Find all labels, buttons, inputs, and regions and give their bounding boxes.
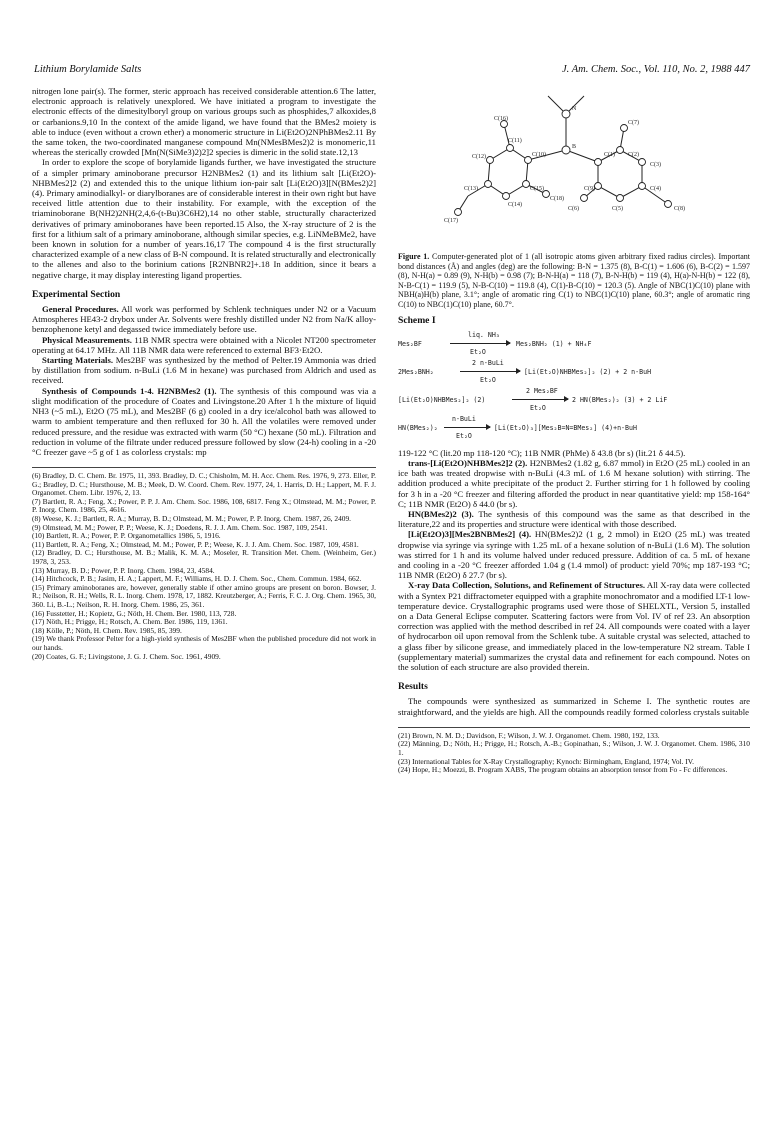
intro-paragraph: nitrogen lone pair(s). The former, steric approach has received considerable attention.6 The latter, electronic approach is relatively unexplored. We have initiated a program to investigate the electronic effects of the dimesitylboryl group on various groups such as phosphides,7 alkoxides,8 or carbanions.9,10 In the context of the amide ligand, we have found that the BMes2 moiety is able to induce (even without a crown ether) a monomeric structure in Li(Et2O)2NPhBMes2.11 By the same token, the two-coordinated manganese compound Mn(NMesBMes2)2 is monomeric,11 whereas the sterically crowded [Mn(N(SiMe3)2)2]2 species is dimeric in the solid state.12,13 — [32, 86, 376, 158]
atom-label: C(13) — [464, 186, 478, 192]
footnote: (6) Bradley, D. C. Chem. Br. 1975, 11, 393. Bradley, D. C.; Chisholm, M. H. Acc. Chem. Res. 1976, 9, 273. Eller, P. G.; Bradley, D. C.; Hursthouse, M. B.; Meek, D. W. Coord. Chem. Rev. 1977, 24, 1. Harris, D. H.; Lappert, M. F. J. Organomet. Chem. Libr. 1976, 2, 13. — [32, 471, 376, 498]
figure-caption-text: Computer-generated plot of 1 (all isotropic atoms given arbitrary fixed radius circles). Important bond distances (Å) and angles (deg) are the following: B-N = 1.375 (8), B-C(1) = 1.606 (6), B-C(2) = 1.597 (8), N-H(a) = 0.89 (9), N-H(b) = 0.98 (7); B-N-H(a) = 118 (7), B-N-H(b) = 119 (4), H(a)-N-H(b) = 122 (8), N-B-C(1) = 119.9 (5), N-B-C(10) = 119.8 (4), C(1)-B-C(10) = 120.3 (5). Angle of NBC(1)C(10) plane with NBH(a)H(b) plane, 3.1°; angle of aromatic ring C(1) to NBC(1)C(10) plane, 60.3°; angle of aromatic ring C(10) to NBC(1)C(10) plane, 60.7°. — [398, 252, 750, 309]
subhead: General Procedures. — [42, 304, 119, 315]
reagent: 2 n-BuLi — [472, 358, 504, 367]
products: [Li(Et₂O)NHBMes₂]₂ (2) + 2 n-BuH — [524, 367, 652, 376]
products: [Li(Et₂O)₃][Mes₂B=N=BMes₂] (4)+n-BuH — [494, 423, 637, 432]
atom-label: C(18) — [550, 196, 564, 202]
aromatic-ring — [488, 148, 528, 196]
bond — [566, 150, 598, 162]
atom — [595, 159, 602, 166]
reaction-arrow — [444, 427, 490, 428]
scheme-reaction — [398, 330, 750, 358]
atom — [485, 181, 492, 188]
atom — [503, 193, 510, 200]
intro-paragraph: In order to explore the scope of borylamide ligands further, we have investigated the structure of a simpler primary aminoborane precursor H2NBMes2 (1) and its lithium salt [Li(Et2O)-NHBMes2]2 (2) and extended this to the unique lithium ion-pair salt [Li(Et2O)3][N(BMes2)2] (4). Primary aminodialkyl- or diarylboranes are of considerable interest in their own right but have received little attention due to their instability. For example, with the exception of the triaminoborane B(NH2)2NH(2,4,6-(t-Bu)3C6H2),14 no other stable, structurally characterized derivatives of primary aminoboranes have been reported.15 Also, the X-ray structure of 2 is the first for a lithium salt of a primary aminoborane, although similar species, e.g. LiNMeBMe2, have been known in solution for a number of years.16,17 The compound 4 is the first structurally characterized example of a new class of B-N compound. It is related structurally and electronically to the allenes and also to the borinium cations [R2NBNR2]+.18 In addition, since it bears a negative charge, it may display interesting ligand properties. — [32, 157, 376, 280]
atom-label: C(6) — [568, 206, 579, 212]
scheme-reaction — [398, 358, 750, 386]
footnote: (22) Männing, D.; Nöth, H.; Prigge, H.; Rotsch, A.-B.; Gopinathan, S.; Wilson, J. W. J. Organomet. Chem. 1986, 310 1. — [398, 739, 750, 758]
atom — [639, 159, 646, 166]
footnote: (19) We thank Professor Pelter for a high-yield synthesis of Mes2BF when the published procedure did not work in our hands. — [32, 634, 376, 652]
paragraph-text: All work was performed by Schlenk techniques under N2 or a Vacuum Atmospheres HE43-2 drybox under Ar. Solvents were freshly distilled under N2 from Na/K alloy-benzophenone ketyl and degassed twice immediately before use. — [32, 304, 376, 335]
atom-label: C(16) — [494, 116, 508, 122]
results-paragraph: The compounds were synthesized as summarized in Scheme I. The synthetic routes are straightforward, and the yields are high. All the compounds readily formed colorless crystals suitable — [398, 696, 750, 717]
atom-label: C(14) — [508, 202, 522, 208]
atom — [665, 201, 672, 208]
reactants: Mes₂BF — [398, 339, 422, 348]
atom-label: N — [572, 106, 577, 112]
footnote: (8) Weese, K. J.; Bartlett, R. A.; Murray, B. D.; Olmstead, M. M.; Power, P. P. Inorg. Chem. 1987, 26, 2409. — [32, 514, 352, 524]
reaction-arrow — [450, 343, 510, 344]
atom-label: C(1) — [604, 152, 615, 158]
atom-label: C(9) — [584, 186, 595, 192]
reaction-arrow — [512, 399, 568, 400]
atom-label: C(4) — [650, 186, 661, 192]
results-section-title: Results — [398, 681, 428, 693]
reactants: 2Mes₂BNH₂ — [398, 367, 434, 376]
subhead: [Li(Et2O)3][Mes2BNBMes2] (4). — [408, 529, 532, 540]
paragraph-text: HN(BMes2)2 (1 g, 2 mmol) in Et2O (25 mL) was treated dropwise via syringe via syringe with 1.25 mL of a hexane solution of n-BuLi (1.6 M). The solution was stirred for 1 h and its volume halved under reduced pressure. Addition of ca. 5 mL of hexane and cooling in a -20 °C freezer afforded 1.04 g (1.4 mmol) of product: yield 70%; mp 187-193 °C; 11B NMR (Et2O) δ 27.7 (br s). — [398, 529, 750, 581]
footnote: (20) Coates, G. F.; Livingstone, J. G. J. Chem. Soc. 1961, 4909. — [32, 651, 221, 661]
running-title: Lithium Borylamide Salts — [34, 64, 142, 75]
footnote: (24) Hope, H.; Moezzi, B. Program XABS, The program obtains an absorption tensor from Fo - Fc differences. — [398, 765, 728, 775]
reagent: 2 Mes₂BF — [526, 386, 558, 395]
atom — [639, 183, 646, 190]
subhead: Physical Measurements. — [42, 334, 132, 345]
footnote: (9) Olmstead, M. M.; Power, P. P.; Weese, K. J.; Doedens, R. J. J. Am. Chem. Soc. 1987, 109, 2541. — [32, 522, 328, 532]
footnotes-left — [32, 467, 376, 661]
footnote: (21) Brown, N. M. D.; Davidson, F.; Wilson, J. W. J. Organomet. Chem. 1980, 192, 133. — [398, 730, 660, 740]
atom — [525, 157, 532, 164]
compound-1-data: 119-122 °C (lit.20 mp 118-120 °C); 11B NMR (PhMe) δ 43.8 (br s) (lit.21 δ 44.5). — [398, 447, 686, 458]
experimental-section-title: Experimental Section — [32, 288, 121, 300]
reactants: HN(BMes₂)₂ — [398, 423, 438, 432]
right-column — [398, 86, 750, 1096]
paragraph-text: 11B NMR spectra were obtained with a Nicolet NT200 spectrometer operating at 64.17 MHz. All 11B NMR data were referenced to external BF3·Et2O. — [32, 334, 376, 355]
footnote: (7) Bartlett, R. A.; Feng, X.; Power, P. P. J. Am. Chem. Soc. 1986, 108, 6817. Feng X.; Olmstead, M. M.; Power, P. P. Inorg. Chem. 1986, 25, 4616. — [32, 496, 376, 515]
subhead: HN(BMes2)2 (3). — [408, 508, 474, 519]
products: 2 HN(BMes₂)₂ (3) + 2 LiF — [572, 395, 668, 404]
atom-label: C(15) — [530, 186, 544, 192]
starting-materials-paragraph — [32, 355, 376, 386]
subhead: trans-[Li(Et2O)NHBMes2]2 (2). — [408, 457, 528, 468]
figure-caption-lead: Figure 1. — [398, 252, 430, 261]
solvent: Et₂O — [470, 347, 486, 356]
paragraph-text: The synthesis of this compound was via a slight modification of the procedure of Coates and Livingstone.20 After 1 h the mixture of liquid NH3 (~5 mL), Et2O (75 mL), and Mes2BF (6 g) cooled in a dry ice/alcohol bath was allowed to warm to ambient temperature and then refluxed for 30 h. All the volatiles were removed under reduced pressure, and the residue was extracted with warm (50 °C) hexane (50 mL). Filtration and reduction in volume of the filtrate under reduced pressure followed by slow (24-h) cooling in a -20 °C freezer gave ~5 g of 1 as colorless crystals: mp — [32, 385, 376, 457]
atom-label: C(8) — [674, 206, 685, 212]
general-procedures-paragraph — [32, 304, 376, 335]
subhead: X-ray Data Collection, Solutions, and Refinement of Structures. — [408, 580, 646, 591]
atom-label: C(5) — [612, 206, 623, 212]
atom — [617, 195, 624, 202]
paragraph-text: H2NBMes2 (1.82 g, 6.87 mmol) in Et2O (25 mL) cooled in an ice bath was treated dropwise with n-BuLi (4.3 mL of 1.6 M hexane solution) with stirring. The addition produced a white precipitate of the product 2. Further stirring for 1 h followed by cooling for 3 h in a -20 °C freezer and filtering afforded the product in near quantitative yield: mp 158-164° C; 11B NMR (Et2O) δ 44.0 (br s). — [398, 457, 750, 509]
footnote: (23) International Tables for X-Ray Crystallography; Kynoch: Birmingham, England, 1974; Vol. IV. — [398, 756, 694, 766]
synthesis-paragraph — [32, 386, 376, 457]
footnote: (16) Fusstetter, H.; Kopietz, G.; Nöth, H. Chem. Ber. 1980, 113, 728. — [32, 608, 237, 618]
scheme-reaction — [398, 414, 750, 442]
scheme-title: Scheme I — [398, 314, 436, 326]
footnotes-right — [398, 727, 750, 775]
atom-label: B — [572, 144, 577, 150]
reactants: [Li(Et₂O)NHBMes₂]₂ (2) — [398, 395, 486, 404]
atom-label: C(17) — [444, 218, 458, 224]
molecular-structure-figure — [398, 86, 750, 248]
scheme-reaction — [398, 386, 750, 414]
atom-B — [562, 146, 570, 154]
atom-N — [562, 110, 570, 118]
paragraph-text: Mes2BF was synthesized by the method of Pelter.19 Ammonia was dried by distillation from sodium. n-BuLi (1.6 M in hexane) was purchased from Aldrich and used as received. — [32, 355, 376, 386]
subhead: Synthesis of Compounds 1-4. H2NBMes2 (1). — [42, 385, 217, 396]
atom — [523, 181, 530, 188]
reaction-scheme — [398, 330, 750, 442]
footnote: (14) Hitchcock, P. B.; Jasim, H. A.; Lappert, M. F.; Williams, H. D. J. Chem. Soc., Chem. Commun. 1984, 662. — [32, 574, 362, 584]
atom — [487, 157, 494, 164]
compound-3-paragraph — [398, 509, 750, 529]
solvent: Et₂O — [456, 431, 472, 440]
atom — [581, 195, 588, 202]
atom-label: C(2) — [628, 152, 639, 158]
atom-label: C(11) — [508, 138, 522, 144]
compound-4-paragraph — [398, 529, 750, 580]
atom — [617, 147, 624, 154]
solvent: Et₂O — [480, 375, 496, 384]
solvent: Et₂O — [530, 403, 546, 412]
xray-paragraph — [398, 580, 750, 672]
paragraph-text: All X-ray data were collected with a Syntex P21 diffractometer equipped with a graphite monochromator and a modified LT-1 low-temperature device. Crystallographic programs used were those of SHELXTL, Version 5, installed on a Data General Eclipse computer. Scattering factors were from Vol. IV of ref 23. An absorption correction was applied with the method described in ref 24. All compounds were coated with a layer of hydrocarbon oil upon removal from the Schlenk tube. A suitable crystal was selected, attached to a glass fiber by silicone grease, and immediately placed in the low-temperature N2 stream. Table I (supplementary material) summarizes the crystal data and refinement for each compound. Notes on the solution of each structure are also provided therein. — [398, 580, 750, 673]
atom-label: C(12) — [472, 154, 486, 160]
paragraph-text: The synthesis of this compound was the same as that described in the literature,22 and its properties and structure were identical with those described. — [398, 508, 750, 530]
physical-measurements-paragraph — [32, 335, 376, 355]
atom — [507, 145, 514, 152]
reaction-arrow — [460, 371, 520, 372]
reagent: liq. NH₃ — [468, 330, 500, 339]
atom — [455, 209, 462, 216]
footnote: (13) Murray, B. D.; Power, P. P. Inorg. Chem. 1984, 23, 4584. — [32, 565, 215, 575]
journal-citation: J. Am. Chem. Soc., Vol. 110, No. 2, 1988 447 — [561, 64, 750, 75]
footnote: (15) Primary aminoboranes are, however, generally stable if other amino groups are present on boron. Bowser, J. R.; Neilson, R. H.; Wells, R. L. Inorg. Chem. 1978, 17, 1882. Kreutzberger, A.; Ferris, F. C. J. Org. Chem. 1965, 30, 360. Li, B.-L.; Neilson, R. H. Inorg. Chem. 1986, 25, 361. — [32, 582, 376, 610]
footnote: (18) Kölle, P.; Nöth, H. Chem. Rev. 1985, 85, 399. — [32, 625, 182, 635]
footnote: (10) Bartlett, R. A.; Power, P. P. Organometallics 1986, 5, 1916. — [32, 531, 221, 541]
compound-2-paragraph — [398, 458, 750, 509]
reagent: n-BuLi — [452, 414, 476, 423]
footnote: (12) Bradley, D. C.; Hursthouse, M. B.; Malik, K. M. A.; Moseler, R. Transition Met. Chem. (Weinheim, Ger.) 1978, 3, 253. — [32, 548, 376, 567]
atom — [621, 125, 628, 132]
footnote: (17) Nöth, H.; Prigge, H.; Rotsch, A. Chem. Ber. 1986, 119, 1361. — [32, 617, 228, 627]
atom-label: C(7) — [628, 120, 639, 126]
atom — [595, 183, 602, 190]
footnote: (11) Bartlett, R. A.; Feng, X.; Olmstead, M. M.; Power, P. P.; Weese, K. J. J. Am. Chem. Soc. 1987, 109, 4581. — [32, 539, 359, 549]
figure-caption — [398, 252, 750, 310]
atom-label: C(3) — [650, 162, 661, 168]
atom-label: C(10) — [532, 152, 546, 158]
left-column — [32, 86, 376, 1096]
subhead: Starting Materials. — [42, 355, 114, 366]
ortep-plot — [398, 86, 750, 248]
products: Mes₂BNH₂ (1) + NH₄F — [516, 339, 592, 348]
